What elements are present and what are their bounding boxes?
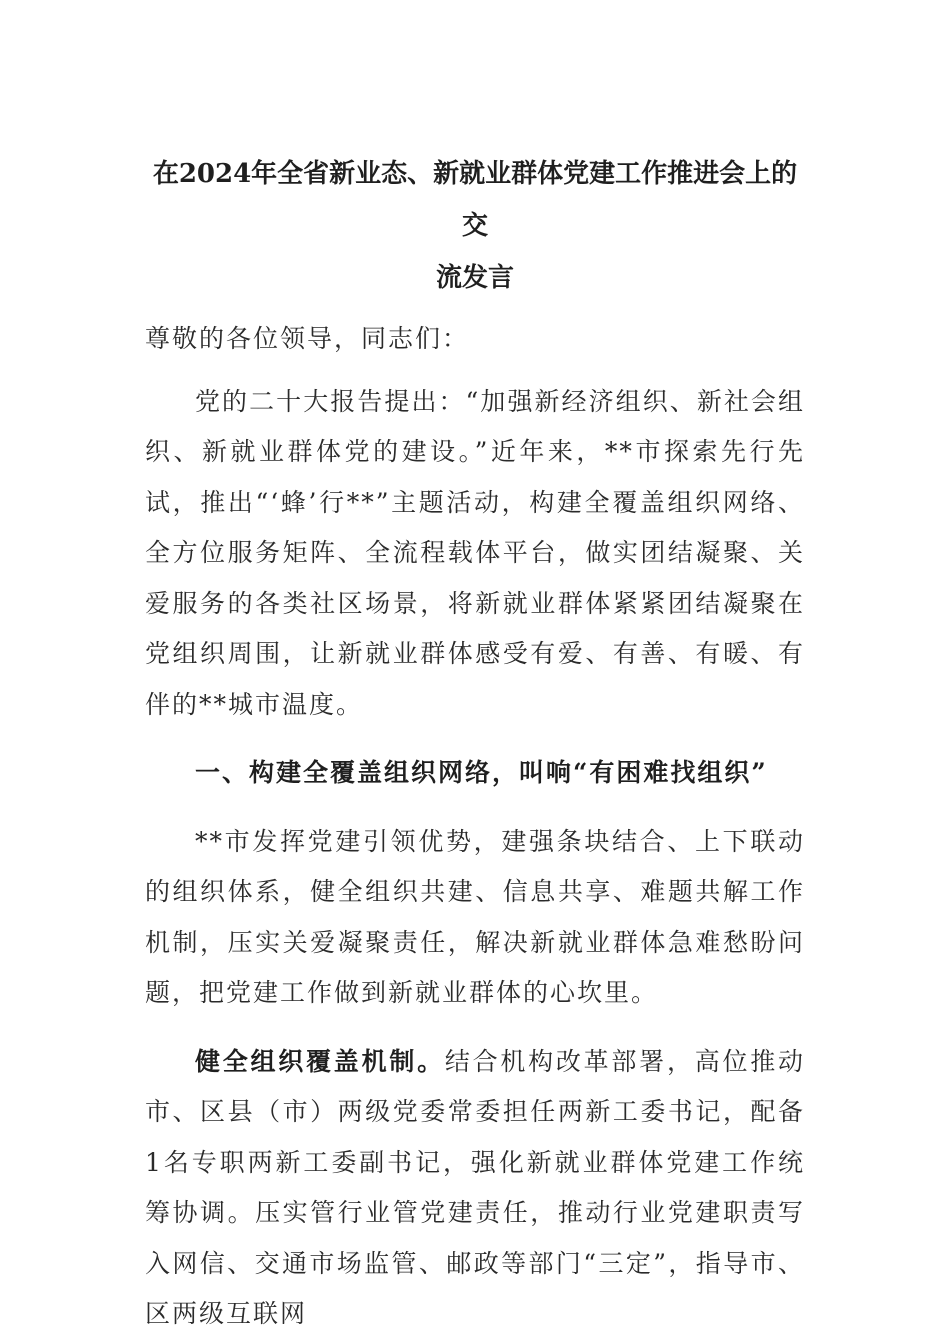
document-page — [145, 148, 805, 1340]
section-1-heading: 一、构建全覆盖组织网络，叫响“有困难找组织” — [195, 758, 768, 787]
subsection-text: 结合机构改革部署，高位推动市、区县（市）两级党委常委担任两新工委书记，配备1名专职两新工委副书记，强化新就业群体党建工作统筹协调。压实管行业管党建责任，推动行业党建职责写入网信、交通市场监管、邮政等部门“三定”，指导市、区两级互联网 — [145, 1046, 805, 1328]
document-title — [145, 148, 805, 304]
title-line-1: 在2024年全省新业态、新就业群体党建工作推进会上的交 — [152, 159, 798, 241]
title-line-2: 流发言 — [435, 263, 514, 293]
subsection-lead: 健全组织覆盖机制。 — [195, 1046, 445, 1076]
subsection-paragraph — [145, 1037, 805, 1340]
section-1-paragraph: **市发挥党建引领优势，建强条块结合、上下联动的组织体系，健全组织共建、信息共享、难题共解工作机制，压实关爱凝聚责任，解决新就业群体急难愁盼问题，把党建工作做到新就业群体的心坎里。 — [145, 826, 805, 1007]
intro-paragraph: 党的二十大报告提出：“加强新经济组织、新社会组织、新就业群体党的建设。”近年来，**市探索先行先试，推出“‘蜂’行**”主题活动，构建全覆盖组织网络、全方位服务矩阵、全流程载体平台，做实团结凝聚、关爱服务的各类社区场景，将新就业群体紧紧团结凝聚在党组织周围，让新就业群体感受有爱、有善、有暖、有伴的**城市温度。 — [145, 386, 805, 719]
greeting: 尊敬的各位领导，同志们： — [145, 324, 470, 353]
